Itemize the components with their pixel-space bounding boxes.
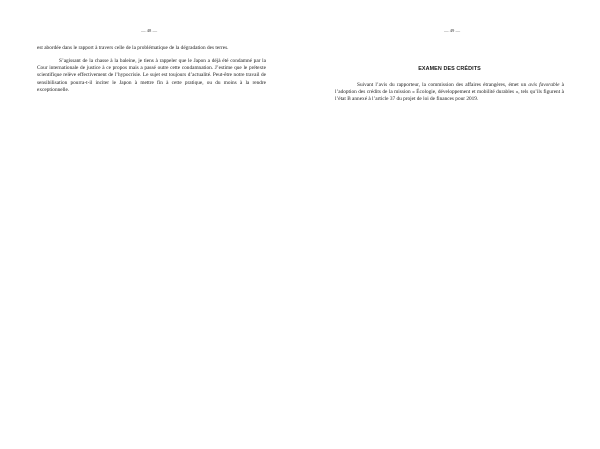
paragraph-text-start: Suivant l’avis du rapporteur, la commission des affaires étrangères, émet un: [357, 82, 529, 88]
paragraph-text-end: à l’adoption des crédits de la mission « Écologie, développement et mobilité durables », tels qu’ils figurent à l’état B annexé à l’article 37 du projet de loi de finances pour 2019.: [335, 82, 564, 103]
right-page-body: [335, 66, 564, 109]
section-heading: EXAMEN DES CRÉDITS: [418, 66, 481, 72]
paragraph-land-degradation: est abordée dans le rapport à travers celle de la problématique de la dégradation des terres.: [37, 45, 229, 51]
left-page-body: [37, 45, 266, 100]
favorable-opinion-emphasis: avis favorable: [528, 82, 560, 88]
paragraph-whaling: S’agissant de la chasse à la baleine, je tiens à rappeler que le Japon a déjà été condamné par la Cour internationale de justice à ce propos mais a passé outre cette condamnation. J’estime que le prétexte scientifique relève effectivement de l’hypocrisie. Le sujet est toujours d’actualité. Peut-être notre travail de sensibilisation pourra-t-il inciter le Japon à mettre fin à cette pratique, ou du moins à la rendre exceptionnelle.: [37, 58, 266, 93]
right-page: [300, 0, 600, 449]
paragraph-credits-opinion: [335, 82, 564, 103]
page-number-left: — 48 —: [140, 28, 158, 33]
page-number-right: — 49 —: [443, 28, 461, 33]
